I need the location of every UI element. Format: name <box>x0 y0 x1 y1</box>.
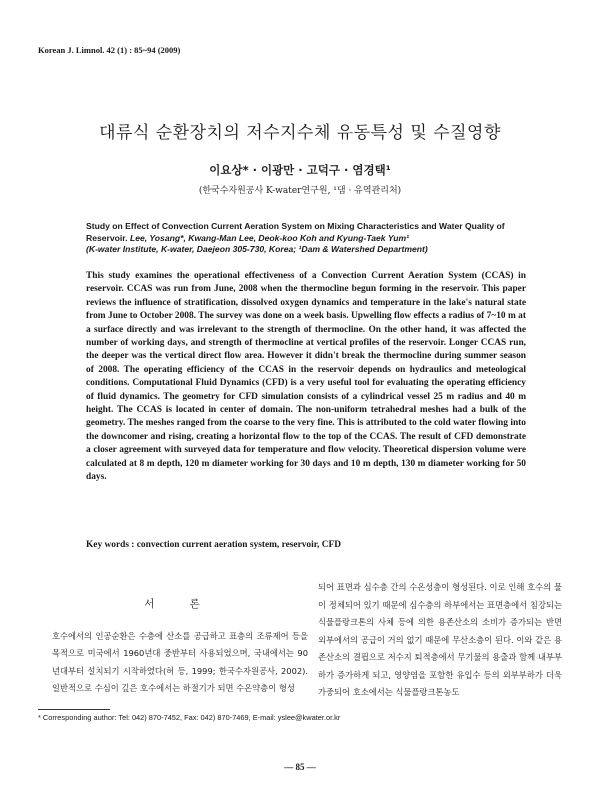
english-affiliation: (K-water Institute, K-water, Daejeon 305-730, Korea; ¹Dam & Watershed Department) <box>86 244 428 254</box>
korean-authors: 이요상* · 이광만 · 고덕구 · 염경택¹ <box>209 163 391 177</box>
page-number: — 85 — <box>284 762 316 772</box>
footnote-divider <box>38 709 110 710</box>
korean-affiliation: (한국수자원공사 K-water연구원, ¹댐 · 유역관리처) <box>198 186 402 196</box>
abstract: This study examines the operational effectiveness of a Convection Current Aeration System (CCAS) in reservoir. CCAS was run from June, 2008 when the thermocline begun forming in the reservoir. This paper reviews the influence of stratification, dissolved oxygen dynamics and temperature in the lake's natural state from June to October 2008. The survey was done on a week basis. Upwelling flow effects a radius of 7~10 m at a surface directly and was irrelevant to the strength of thermocline. On the other hand, it was affected the number of working days, and strength of thermocline at vertical profiles of the reservoir. Longer CCAS run, the deeper was the vertical direct flow area. However it didn't break the thermocline during summer season of 2008. The operating efficiency of the CCAS in the reservoir depends on hydraulics and meteological conditions. Computational Fluid Dynamics (CFD) is a very useful tool for evaluating the operating efficiency of fluid dynamics. The geometry for CFD simulation consists of a cylindrical vessel 25 m radius and 40 m height. The CCAS is located in center of domain. The non-uniform tetrahedral meshes had a bulk of the geometry. The meshes ranged from the coarse to the very fine. This is attributed to the cold water flowing into the downcomer and rising, creating a horizontal flow to the top of the CCAS. The result of CFD demonstrate a closer agreement with surveyed data for temperature and flow velocity. Theoretical dispersion volume were calculated at 8 m depth, 120 m diameter working for 30 days and 10 m depth, 130 m diameter working for 50 days. <box>86 271 526 483</box>
left-column <box>52 596 308 698</box>
footnote: * Corresponding author: Tel: 042) 870-7452, Fax: 042) 870-7469, E-mail: yslee@kwater.or.kr <box>38 713 341 722</box>
journal-reference: Korean J. Limnol. 42 (1) : 85~94 (2009) <box>38 45 181 55</box>
left-column-text: 호수에서의 인공순환은 수층에 산소를 공급하고 표층의 조류제어 등을 목적으로 미국에서 1960년대 중반부터 사용되었으며, 국내에서는 90년대부터 설치되기 시작하였다(허 등, 1999; 한국수자원공사, 2002). 일반적으로 수심이 깊은 호수에서는 하절기가 되면 수온약층이 형성 <box>52 630 308 693</box>
section-title-introduction: 서 론 <box>144 598 216 610</box>
english-authors: Lee, Yosang*, Kwang-Man Lee, Deok-koo Koh and Kyung-Taek Yum¹ <box>129 232 409 243</box>
english-title: Study on Effect of Convection Current Aeration System on Mixing Characteristics and Water Quality of Reservoir. <box>86 221 505 243</box>
keywords: Key words : convection current aeration system, reservoir, CFD <box>86 540 341 550</box>
korean-title: 대류식 순환장치의 저수지수체 유동특성 및 수질영향 <box>99 123 501 143</box>
english-heading <box>86 221 526 256</box>
right-column-text: 되어 표면과 심수층 간의 수온성층이 형성된다. 이로 인해 호수의 물이 정체되어 있기 때문에 심수층의 하부에서는 표면층에서 침강되는 식물플랑크톤의 사체 등에 의한 용존산소의 소비가 증가되는 반면 외부에서의 공급이 거의 없기 때문에 무산소층이 된다. 이와 같은 용존산소의 결핍으로 저수지 퇴적층에서 무기물의 용출과 함께 내부부하가 증가하게 되고, 영양염을 포함한 유입수 등의 외부부하가 더욱 가중되어 호소에서는 식물플랑크톤농도 <box>318 582 562 697</box>
right-column <box>318 579 562 702</box>
